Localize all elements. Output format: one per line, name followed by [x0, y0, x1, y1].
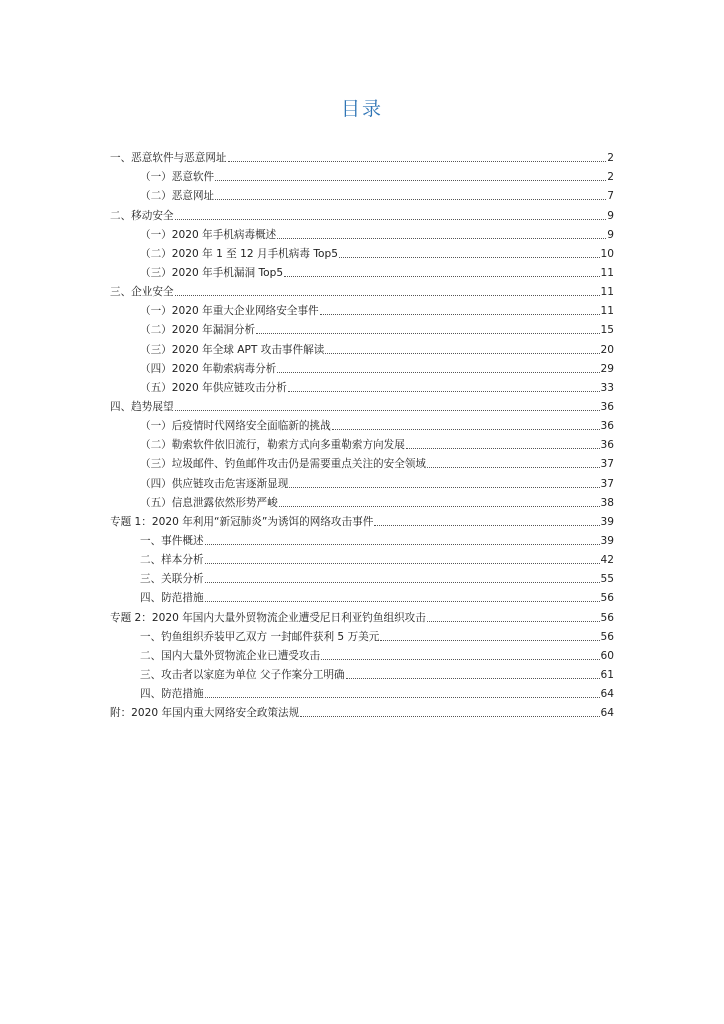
toc-entry-label[interactable]: （三）2020 年手机漏洞 Top5 [140, 266, 284, 279]
toc-dot-leader [288, 391, 600, 392]
toc-entry-label[interactable]: （一）后疫情时代网络安全面临新的挑战 [140, 420, 331, 433]
toc-entry-label[interactable]: （一）恶意软件 [140, 171, 215, 184]
toc-entry[interactable] [110, 647, 614, 666]
toc-entry-page-number[interactable]: 37 [600, 458, 614, 471]
toc-entry-page-number[interactable]: 37 [600, 477, 614, 490]
toc-entry-page-number[interactable]: 55 [600, 573, 614, 586]
toc-entry[interactable] [110, 321, 614, 340]
toc-dot-leader [406, 448, 600, 449]
toc-entry-page-number[interactable]: 42 [600, 554, 614, 567]
toc-entry-label[interactable]: 一、事件概述 [140, 534, 204, 547]
toc-entry-label[interactable]: （五）2020 年供应链攻击分析 [140, 381, 287, 394]
toc-dot-leader [215, 180, 606, 181]
toc-entry-label[interactable]: 专题 2：2020 年国内大量外贸物流企业遭受尼日利亚钓鱼组织攻击 [110, 611, 426, 624]
toc-dot-leader [175, 219, 607, 220]
toc-entry[interactable] [110, 360, 614, 379]
toc-entry-label[interactable]: （二）2020 年漏洞分析 [140, 324, 256, 337]
toc-entry-page-number[interactable]: 64 [600, 707, 614, 720]
toc-entry[interactable] [110, 302, 614, 321]
toc-entry-page-number[interactable]: 56 [600, 592, 614, 605]
toc-dot-leader [380, 640, 599, 641]
toc-entry[interactable] [110, 187, 614, 206]
toc-entry[interactable] [110, 436, 614, 455]
toc-dot-leader [279, 506, 600, 507]
toc-dot-leader [300, 716, 599, 717]
toc-entry-page-number[interactable]: 36 [600, 400, 614, 413]
toc-entry-label[interactable]: （四）供应链攻击危害逐渐显现 [140, 477, 289, 490]
toc-entry[interactable] [110, 628, 614, 647]
toc-dot-leader [228, 161, 607, 162]
toc-entry-label[interactable]: （二）2020 年 1 至 12 月手机病毒 Top5 [140, 247, 338, 260]
toc-dot-leader [374, 525, 599, 526]
toc-dot-leader [346, 678, 600, 679]
toc-entry[interactable] [110, 474, 614, 493]
toc-dot-leader [321, 659, 599, 660]
toc-entry[interactable] [110, 494, 614, 513]
toc-dot-leader [175, 295, 600, 296]
toc-entry[interactable] [110, 398, 614, 417]
toc-entry-label[interactable]: 二、国内大量外贸物流企业已遭受攻击 [140, 649, 321, 662]
toc-entry[interactable] [110, 417, 614, 436]
toc-entry-page-number[interactable]: 38 [600, 496, 614, 509]
toc-entry[interactable] [110, 168, 614, 187]
toc-dot-leader [277, 372, 599, 373]
toc-entry-page-number[interactable]: 60 [600, 649, 614, 662]
toc-entry-label[interactable]: 二、样本分析 [140, 554, 204, 567]
toc-entry-page-number[interactable]: 56 [600, 630, 614, 643]
toc-dot-leader [339, 257, 600, 258]
toc-entry[interactable] [110, 455, 614, 474]
toc-entry-page-number[interactable]: 61 [600, 668, 614, 681]
toc-entry[interactable] [110, 379, 614, 398]
toc-title: 目录 [340, 98, 383, 120]
toc-dot-leader [277, 238, 606, 239]
toc-dot-leader [256, 333, 599, 334]
toc-entry-label[interactable]: （一）2020 年手机病毒概述 [140, 228, 277, 241]
toc-entry-label[interactable]: （五）信息泄露依然形势严峻 [140, 496, 278, 509]
toc-dot-leader [205, 544, 600, 545]
toc-dot-leader [320, 314, 600, 315]
toc-entry-label[interactable]: 一、恶意软件与恶意网址 [110, 152, 227, 165]
toc-entry[interactable] [110, 589, 614, 608]
toc-entry-page-number[interactable]: 56 [600, 611, 614, 624]
toc-dot-leader [205, 601, 600, 602]
toc-entry-label[interactable]: （三）垃圾邮件、钓鱼邮件攻击仍是需要重点关注的安全领域 [140, 458, 427, 471]
toc-entry-label[interactable]: 四、防范措施 [140, 688, 204, 701]
toc-entry-page-number[interactable]: 39 [600, 515, 614, 528]
toc-dot-leader [175, 410, 600, 411]
toc-entry-page-number[interactable]: 9 [607, 209, 614, 222]
toc-dot-leader [289, 487, 599, 488]
toc-entry-page-number[interactable]: 9 [607, 228, 614, 241]
toc-entry-label[interactable]: 专题 1：2020 年利用“新冠肺炎”为诱饵的网络攻击事件 [110, 515, 374, 528]
toc-entry-page-number[interactable]: 10 [600, 247, 614, 260]
toc-dot-leader [325, 353, 599, 354]
toc-entry-label[interactable]: （四）2020 年勒索病毒分析 [140, 362, 277, 375]
toc-entry-label[interactable]: （一）2020 年重大企业网络安全事件 [140, 305, 319, 318]
toc-entry[interactable] [110, 532, 614, 551]
toc-entry-page-number[interactable]: 2 [607, 152, 614, 165]
toc-entry[interactable] [110, 340, 614, 359]
toc-entry-label[interactable]: 二、移动安全 [110, 209, 174, 222]
toc-entry-page-number[interactable]: 36 [600, 420, 614, 433]
toc-entry-page-number[interactable]: 39 [600, 534, 614, 547]
toc-entry[interactable] [110, 704, 614, 723]
toc-dot-leader [215, 199, 606, 200]
toc-entry[interactable] [110, 226, 614, 245]
toc-entry-label[interactable]: 三、企业安全 [110, 286, 174, 299]
toc-entry[interactable] [110, 570, 614, 589]
toc-dot-leader [427, 621, 600, 622]
toc-entry-page-number[interactable]: 36 [600, 439, 614, 452]
toc-entry-label[interactable]: （二）恶意网址 [140, 190, 215, 203]
toc-entry-label[interactable]: （三）2020 年全球 APT 攻击事件解读 [140, 343, 325, 356]
toc-entry[interactable] [110, 666, 614, 685]
toc-entry-page-number[interactable]: 11 [600, 266, 614, 279]
toc-entry[interactable] [110, 513, 614, 532]
toc-entry-page-number[interactable]: 11 [600, 305, 614, 318]
toc-dot-leader [427, 467, 599, 468]
toc-entry[interactable] [110, 264, 614, 283]
toc-entry-label[interactable]: 三、关联分析 [140, 573, 204, 586]
toc-entry[interactable] [110, 608, 614, 627]
toc-entry-page-number[interactable]: 64 [600, 688, 614, 701]
toc-entry-page-number[interactable]: 33 [600, 381, 614, 394]
toc-dot-leader [284, 276, 599, 277]
toc-entry-page-number[interactable]: 29 [600, 362, 614, 375]
toc-entry-label[interactable]: （二）勒索软件依旧流行，勒索方式向多重勒索方向发展 [140, 439, 405, 452]
toc-dot-leader [205, 563, 600, 564]
toc-dot-leader [332, 429, 600, 430]
toc-entry-page-number[interactable]: 15 [600, 324, 614, 337]
toc-entry-page-number[interactable]: 11 [600, 286, 614, 299]
toc-entry-label[interactable]: 三、攻击者以家庭为单位 父子作案分工明确 [140, 668, 345, 681]
toc-entry-label[interactable]: 四、趋势展望 [110, 400, 174, 413]
toc-entry[interactable] [110, 685, 614, 704]
toc-entry[interactable] [110, 245, 614, 264]
toc-entry-page-number[interactable]: 7 [607, 190, 614, 203]
toc-entry[interactable] [110, 551, 614, 570]
toc-entry-page-number[interactable]: 20 [600, 343, 614, 356]
toc-entry[interactable] [110, 206, 614, 225]
toc-entry-label[interactable]: 一、钓鱼组织乔装甲乙双方 一封邮件获利 5 万美元 [140, 630, 380, 643]
toc-entry[interactable] [110, 283, 614, 302]
table-of-contents [110, 149, 614, 723]
toc-entry-label[interactable]: 附：2020 年国内重大网络安全政策法规 [110, 707, 300, 720]
toc-dot-leader [205, 697, 600, 698]
toc-entry[interactable] [110, 149, 614, 168]
toc-dot-leader [205, 582, 600, 583]
toc-entry-label[interactable]: 四、防范措施 [140, 592, 204, 605]
toc-entry-page-number[interactable]: 2 [607, 171, 614, 184]
